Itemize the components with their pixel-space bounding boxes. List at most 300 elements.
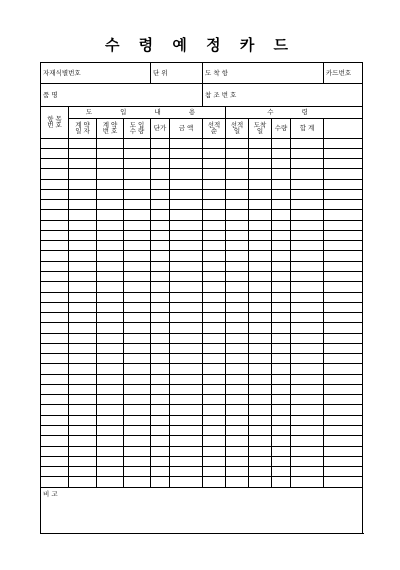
entry-cell[interactable] — [226, 302, 249, 312]
entry-cell[interactable] — [249, 456, 272, 466]
entry-cell[interactable] — [324, 220, 363, 230]
entry-cell[interactable] — [170, 343, 203, 353]
entry-cell[interactable] — [249, 343, 272, 353]
entry-cell[interactable] — [203, 354, 226, 364]
entry-cell[interactable] — [203, 343, 226, 353]
entry-cell[interactable] — [41, 384, 69, 394]
entry-cell[interactable] — [97, 477, 124, 487]
entry-cell[interactable] — [124, 313, 151, 323]
entry-cell[interactable] — [170, 210, 203, 220]
entry-cell[interactable] — [124, 210, 151, 220]
entry-cell[interactable] — [249, 467, 272, 477]
entry-cell[interactable] — [272, 148, 291, 158]
entry-cell[interactable] — [249, 405, 272, 415]
entry-cell[interactable] — [151, 323, 170, 333]
entry-cell[interactable] — [41, 415, 69, 425]
entry-cell[interactable] — [41, 395, 69, 405]
entry-cell[interactable] — [41, 241, 69, 251]
entry-cell[interactable] — [151, 343, 170, 353]
entry-cell[interactable] — [291, 405, 324, 415]
entry-cell[interactable] — [291, 436, 324, 446]
entry-cell[interactable] — [41, 425, 69, 435]
entry-cell[interactable] — [170, 446, 203, 456]
entry-cell[interactable] — [291, 241, 324, 251]
entry-cell[interactable] — [249, 364, 272, 374]
entry-cell[interactable] — [41, 138, 69, 148]
entry-cell[interactable] — [151, 261, 170, 271]
entry-cell[interactable] — [170, 405, 203, 415]
entry-cell[interactable] — [324, 313, 363, 323]
entry-cell[interactable] — [69, 302, 97, 312]
entry-cell[interactable] — [97, 241, 124, 251]
entry-cell[interactable] — [97, 333, 124, 343]
entry-cell[interactable] — [203, 282, 226, 292]
entry-cell[interactable] — [291, 292, 324, 302]
entry-cell[interactable] — [272, 282, 291, 292]
entry-cell[interactable] — [203, 272, 226, 282]
entry-cell[interactable] — [272, 230, 291, 240]
entry-cell[interactable] — [249, 241, 272, 251]
entry-cell[interactable] — [124, 282, 151, 292]
entry-cell[interactable] — [203, 241, 226, 251]
entry-cell[interactable] — [69, 333, 97, 343]
entry-cell[interactable] — [291, 230, 324, 240]
entry-cell[interactable] — [69, 210, 97, 220]
entry-cell[interactable] — [272, 405, 291, 415]
entry-cell[interactable] — [124, 467, 151, 477]
entry-cell[interactable] — [249, 148, 272, 158]
entry-cell[interactable] — [272, 159, 291, 169]
entry-cell[interactable] — [151, 384, 170, 394]
entry-cell[interactable] — [170, 261, 203, 271]
entry-cell[interactable] — [41, 200, 69, 210]
entry-cell[interactable] — [170, 425, 203, 435]
entry-cell[interactable] — [291, 189, 324, 199]
entry-cell[interactable] — [324, 456, 363, 466]
entry-cell[interactable] — [170, 189, 203, 199]
unit-value[interactable] — [170, 63, 203, 84]
entry-cell[interactable] — [226, 405, 249, 415]
entry-cell[interactable] — [124, 323, 151, 333]
entry-cell[interactable] — [41, 446, 69, 456]
entry-cell[interactable] — [41, 467, 69, 477]
entry-cell[interactable] — [151, 159, 170, 169]
entry-cell[interactable] — [324, 169, 363, 179]
entry-cell[interactable] — [97, 446, 124, 456]
entry-cell[interactable] — [151, 354, 170, 364]
entry-cell[interactable] — [97, 405, 124, 415]
entry-cell[interactable] — [226, 425, 249, 435]
entry-cell[interactable] — [249, 200, 272, 210]
entry-cell[interactable] — [97, 179, 124, 189]
entry-cell[interactable] — [124, 343, 151, 353]
entry-cell[interactable] — [97, 354, 124, 364]
entry-cell[interactable] — [151, 251, 170, 261]
entry-cell[interactable] — [69, 323, 97, 333]
entry-cell[interactable] — [69, 343, 97, 353]
entry-cell[interactable] — [41, 159, 69, 169]
entry-cell[interactable] — [249, 261, 272, 271]
entry-cell[interactable] — [170, 282, 203, 292]
entry-cell[interactable] — [272, 395, 291, 405]
entry-cell[interactable] — [151, 364, 170, 374]
entry-cell[interactable] — [272, 446, 291, 456]
entry-cell[interactable] — [97, 261, 124, 271]
entry-cell[interactable] — [272, 189, 291, 199]
entry-cell[interactable] — [97, 323, 124, 333]
entry-cell[interactable] — [324, 425, 363, 435]
entry-cell[interactable] — [272, 436, 291, 446]
entry-cell[interactable] — [291, 425, 324, 435]
entry-cell[interactable] — [226, 159, 249, 169]
entry-cell[interactable] — [291, 467, 324, 477]
entry-cell[interactable] — [249, 395, 272, 405]
entry-cell[interactable] — [151, 405, 170, 415]
entry-cell[interactable] — [151, 241, 170, 251]
entry-cell[interactable] — [324, 200, 363, 210]
entry-cell[interactable] — [124, 384, 151, 394]
entry-cell[interactable] — [170, 477, 203, 487]
entry-cell[interactable] — [151, 220, 170, 230]
entry-cell[interactable] — [249, 169, 272, 179]
entry-cell[interactable] — [41, 343, 69, 353]
entry-cell[interactable] — [226, 230, 249, 240]
entry-cell[interactable] — [226, 220, 249, 230]
entry-cell[interactable] — [226, 384, 249, 394]
entry-cell[interactable] — [203, 292, 226, 302]
entry-cell[interactable] — [97, 138, 124, 148]
entry-cell[interactable] — [324, 282, 363, 292]
entry-cell[interactable] — [41, 477, 69, 487]
entry-cell[interactable] — [203, 302, 226, 312]
entry-cell[interactable] — [324, 189, 363, 199]
entry-cell[interactable] — [97, 313, 124, 323]
entry-cell[interactable] — [203, 374, 226, 384]
entry-cell[interactable] — [324, 148, 363, 158]
entry-cell[interactable] — [249, 251, 272, 261]
entry-cell[interactable] — [249, 292, 272, 302]
entry-cell[interactable] — [124, 230, 151, 240]
entry-cell[interactable] — [97, 374, 124, 384]
entry-cell[interactable] — [151, 302, 170, 312]
entry-cell[interactable] — [124, 374, 151, 384]
entry-cell[interactable] — [97, 384, 124, 394]
entry-cell[interactable] — [41, 292, 69, 302]
entry-cell[interactable] — [69, 230, 97, 240]
entry-cell[interactable] — [97, 210, 124, 220]
entry-cell[interactable] — [97, 282, 124, 292]
entry-cell[interactable] — [324, 354, 363, 364]
entry-cell[interactable] — [97, 220, 124, 230]
entry-cell[interactable] — [69, 241, 97, 251]
entry-cell[interactable] — [170, 395, 203, 405]
entry-cell[interactable] — [97, 251, 124, 261]
entry-cell[interactable] — [249, 138, 272, 148]
entry-cell[interactable] — [170, 241, 203, 251]
entry-cell[interactable] — [249, 272, 272, 282]
entry-cell[interactable] — [203, 251, 226, 261]
entry-cell[interactable] — [226, 179, 249, 189]
entry-cell[interactable] — [226, 282, 249, 292]
entry-cell[interactable] — [170, 272, 203, 282]
entry-cell[interactable] — [69, 272, 97, 282]
entry-cell[interactable] — [324, 159, 363, 169]
entry-cell[interactable] — [272, 210, 291, 220]
entry-cell[interactable] — [170, 313, 203, 323]
entry-cell[interactable] — [69, 456, 97, 466]
entry-cell[interactable] — [124, 477, 151, 487]
entry-cell[interactable] — [170, 302, 203, 312]
entry-cell[interactable] — [170, 333, 203, 343]
entry-cell[interactable] — [151, 282, 170, 292]
entry-cell[interactable] — [151, 477, 170, 487]
entry-cell[interactable] — [203, 364, 226, 374]
entry-cell[interactable] — [151, 179, 170, 189]
entry-cell[interactable] — [69, 169, 97, 179]
entry-cell[interactable] — [291, 261, 324, 271]
entry-cell[interactable] — [272, 354, 291, 364]
entry-cell[interactable] — [226, 456, 249, 466]
entry-cell[interactable] — [203, 179, 226, 189]
entry-cell[interactable] — [291, 282, 324, 292]
entry-cell[interactable] — [151, 148, 170, 158]
entry-cell[interactable] — [203, 415, 226, 425]
entry-cell[interactable] — [249, 415, 272, 425]
entry-cell[interactable] — [124, 138, 151, 148]
entry-cell[interactable] — [151, 313, 170, 323]
entry-cell[interactable] — [41, 436, 69, 446]
entry-cell[interactable] — [226, 477, 249, 487]
entry-cell[interactable] — [272, 425, 291, 435]
entry-cell[interactable] — [249, 425, 272, 435]
entry-cell[interactable] — [124, 292, 151, 302]
entry-cell[interactable] — [203, 169, 226, 179]
entry-cell[interactable] — [97, 467, 124, 477]
entry-cell[interactable] — [69, 179, 97, 189]
entry-cell[interactable] — [41, 169, 69, 179]
entry-cell[interactable] — [170, 292, 203, 302]
entry-cell[interactable] — [249, 159, 272, 169]
entry-cell[interactable] — [151, 272, 170, 282]
entry-cell[interactable] — [41, 456, 69, 466]
entry-cell[interactable] — [151, 210, 170, 220]
entry-cell[interactable] — [249, 323, 272, 333]
entry-cell[interactable] — [324, 364, 363, 374]
entry-cell[interactable] — [226, 189, 249, 199]
entry-cell[interactable] — [151, 230, 170, 240]
entry-cell[interactable] — [226, 272, 249, 282]
entry-cell[interactable] — [324, 323, 363, 333]
entry-cell[interactable] — [97, 425, 124, 435]
entry-cell[interactable] — [291, 446, 324, 456]
entry-cell[interactable] — [226, 323, 249, 333]
entry-cell[interactable] — [324, 467, 363, 477]
entry-cell[interactable] — [170, 456, 203, 466]
entry-cell[interactable] — [69, 292, 97, 302]
entry-cell[interactable] — [324, 446, 363, 456]
entry-cell[interactable] — [291, 415, 324, 425]
entry-cell[interactable] — [170, 384, 203, 394]
entry-cell[interactable] — [291, 302, 324, 312]
entry-cell[interactable] — [170, 169, 203, 179]
entry-cell[interactable] — [151, 415, 170, 425]
entry-cell[interactable] — [69, 189, 97, 199]
entry-cell[interactable] — [291, 179, 324, 189]
entry-cell[interactable] — [272, 292, 291, 302]
entry-cell[interactable] — [272, 138, 291, 148]
entry-cell[interactable] — [69, 467, 97, 477]
entry-cell[interactable] — [124, 241, 151, 251]
entry-cell[interactable] — [203, 384, 226, 394]
entry-cell[interactable] — [69, 200, 97, 210]
entry-cell[interactable] — [124, 436, 151, 446]
entry-cell[interactable] — [124, 395, 151, 405]
entry-cell[interactable] — [272, 200, 291, 210]
entry-cell[interactable] — [151, 436, 170, 446]
entry-cell[interactable] — [69, 282, 97, 292]
entry-cell[interactable] — [203, 210, 226, 220]
entry-cell[interactable] — [170, 179, 203, 189]
entry-cell[interactable] — [249, 436, 272, 446]
entry-cell[interactable] — [226, 148, 249, 158]
entry-cell[interactable] — [203, 189, 226, 199]
entry-cell[interactable] — [226, 343, 249, 353]
entry-cell[interactable] — [203, 333, 226, 343]
entry-cell[interactable] — [151, 374, 170, 384]
entry-cell[interactable] — [124, 446, 151, 456]
entry-cell[interactable] — [170, 436, 203, 446]
entry-cell[interactable] — [151, 425, 170, 435]
entry-cell[interactable] — [272, 333, 291, 343]
entry-cell[interactable] — [272, 251, 291, 261]
entry-cell[interactable] — [226, 467, 249, 477]
entry-cell[interactable] — [249, 446, 272, 456]
entry-cell[interactable] — [226, 364, 249, 374]
entry-cell[interactable] — [249, 354, 272, 364]
entry-cell[interactable] — [203, 220, 226, 230]
entry-cell[interactable] — [69, 384, 97, 394]
entry-cell[interactable] — [203, 477, 226, 487]
entry-cell[interactable] — [226, 241, 249, 251]
entry-cell[interactable] — [203, 467, 226, 477]
entry-cell[interactable] — [203, 261, 226, 271]
entry-cell[interactable] — [69, 364, 97, 374]
entry-cell[interactable] — [291, 477, 324, 487]
entry-cell[interactable] — [291, 323, 324, 333]
entry-cell[interactable] — [291, 364, 324, 374]
entry-cell[interactable] — [124, 261, 151, 271]
entry-cell[interactable] — [151, 189, 170, 199]
entry-cell[interactable] — [203, 200, 226, 210]
entry-cell[interactable] — [124, 364, 151, 374]
entry-cell[interactable] — [170, 159, 203, 169]
entry-cell[interactable] — [151, 333, 170, 343]
entry-cell[interactable] — [291, 343, 324, 353]
entry-cell[interactable] — [41, 323, 69, 333]
entry-cell[interactable] — [249, 210, 272, 220]
entry-cell[interactable] — [291, 456, 324, 466]
entry-cell[interactable] — [151, 200, 170, 210]
entry-cell[interactable] — [226, 436, 249, 446]
entry-cell[interactable] — [226, 200, 249, 210]
entry-cell[interactable] — [170, 323, 203, 333]
entry-cell[interactable] — [41, 374, 69, 384]
entry-cell[interactable] — [324, 477, 363, 487]
entry-cell[interactable] — [324, 230, 363, 240]
entry-cell[interactable] — [272, 374, 291, 384]
entry-cell[interactable] — [249, 374, 272, 384]
entry-cell[interactable] — [69, 477, 97, 487]
entry-cell[interactable] — [324, 374, 363, 384]
entry-cell[interactable] — [41, 364, 69, 374]
entry-cell[interactable] — [69, 159, 97, 169]
entry-cell[interactable] — [124, 179, 151, 189]
entry-cell[interactable] — [272, 343, 291, 353]
entry-cell[interactable] — [226, 395, 249, 405]
entry-cell[interactable] — [291, 313, 324, 323]
entry-cell[interactable] — [203, 138, 226, 148]
entry-cell[interactable] — [272, 272, 291, 282]
entry-cell[interactable] — [291, 354, 324, 364]
entry-cell[interactable] — [226, 292, 249, 302]
entry-cell[interactable] — [226, 374, 249, 384]
entry-cell[interactable] — [272, 456, 291, 466]
entry-cell[interactable] — [249, 313, 272, 323]
entry-cell[interactable] — [226, 169, 249, 179]
entry-cell[interactable] — [170, 148, 203, 158]
entry-cell[interactable] — [324, 210, 363, 220]
entry-cell[interactable] — [203, 159, 226, 169]
entry-cell[interactable] — [97, 415, 124, 425]
entry-cell[interactable] — [97, 343, 124, 353]
entry-cell[interactable] — [151, 169, 170, 179]
entry-cell[interactable] — [291, 138, 324, 148]
entry-cell[interactable] — [170, 220, 203, 230]
entry-cell[interactable] — [124, 405, 151, 415]
entry-cell[interactable] — [324, 272, 363, 282]
entry-cell[interactable] — [324, 179, 363, 189]
entry-cell[interactable] — [97, 302, 124, 312]
entry-cell[interactable] — [69, 138, 97, 148]
entry-cell[interactable] — [226, 251, 249, 261]
entry-cell[interactable] — [69, 313, 97, 323]
entry-cell[interactable] — [124, 425, 151, 435]
entry-cell[interactable] — [272, 220, 291, 230]
entry-cell[interactable] — [324, 292, 363, 302]
entry-cell[interactable] — [41, 210, 69, 220]
entry-cell[interactable] — [170, 251, 203, 261]
entry-cell[interactable] — [203, 148, 226, 158]
entry-cell[interactable] — [151, 292, 170, 302]
entry-cell[interactable] — [41, 189, 69, 199]
entry-cell[interactable] — [291, 159, 324, 169]
entry-cell[interactable] — [226, 261, 249, 271]
entry-cell[interactable] — [203, 395, 226, 405]
entry-cell[interactable] — [226, 333, 249, 343]
entry-cell[interactable] — [291, 169, 324, 179]
entry-cell[interactable] — [124, 148, 151, 158]
entry-cell[interactable] — [291, 395, 324, 405]
entry-cell[interactable] — [272, 323, 291, 333]
entry-cell[interactable] — [69, 415, 97, 425]
entry-cell[interactable] — [203, 446, 226, 456]
entry-cell[interactable] — [69, 220, 97, 230]
entry-cell[interactable] — [291, 251, 324, 261]
entry-cell[interactable] — [97, 159, 124, 169]
entry-cell[interactable] — [151, 395, 170, 405]
entry-cell[interactable] — [226, 138, 249, 148]
entry-cell[interactable] — [226, 210, 249, 220]
